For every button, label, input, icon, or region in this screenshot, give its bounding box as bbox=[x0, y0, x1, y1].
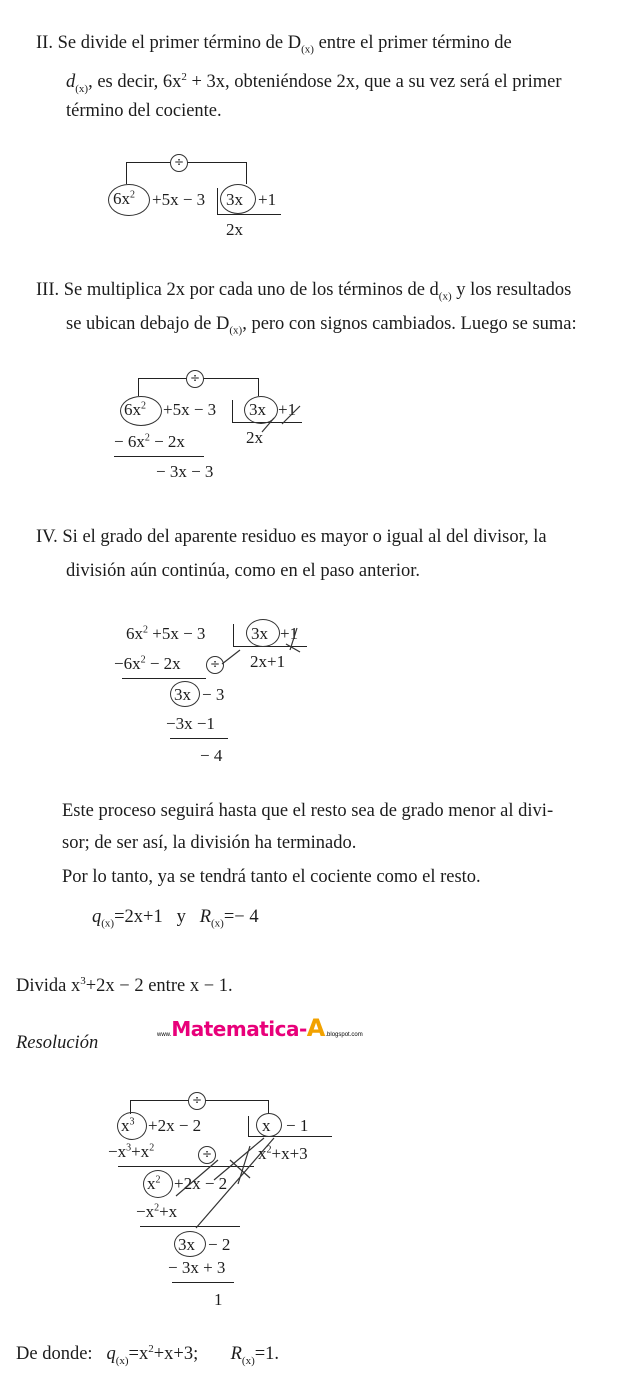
quotient-term: 2x+1 bbox=[250, 652, 286, 671]
divisor-term: 3x bbox=[251, 624, 268, 643]
step2-label: II. bbox=[36, 33, 53, 53]
step3-line2: se ubican debajo de $D_{(x)}$, pero con signos cambiados. Luego se suma: bbox=[66, 314, 577, 337]
division-operator-icon: ÷ bbox=[188, 1092, 206, 1110]
quotient-term: 2x bbox=[226, 220, 243, 239]
remainder: 1 bbox=[214, 1290, 223, 1309]
partial-rest-1: +2x − 2 bbox=[174, 1174, 228, 1193]
resolution-heading: Resolución bbox=[16, 1033, 99, 1053]
step2-line3: término del cociente. bbox=[66, 101, 222, 121]
subtraction-row-2: −3x −1 bbox=[166, 714, 215, 733]
subtraction-row: $-6x^2 - 2x$ bbox=[114, 654, 181, 673]
partial-rest-2: − 2 bbox=[208, 1235, 231, 1254]
step2-line2: $d_{(x)}$, es decir, $6x^2 + 3x$, obteniéndose 2x, que a su vez será el primer bbox=[66, 71, 562, 95]
partial-term-2: 3x bbox=[178, 1235, 195, 1254]
division-operator-icon: ÷ bbox=[170, 154, 188, 172]
quotient: $x^2+x+3$ bbox=[258, 1144, 308, 1163]
partial-term: 3x bbox=[174, 685, 191, 704]
site-logo: www.Matematica-A.blogspot.com bbox=[157, 1014, 363, 1042]
conclusion-line2: sor; de ser así, la división ha terminado. bbox=[62, 833, 357, 853]
divisor-term: x bbox=[262, 1116, 271, 1135]
example-prompt: Divida $x^3+2x - 2$ entre x − 1. bbox=[16, 975, 233, 997]
divisor-term: 3x bbox=[249, 400, 266, 419]
dividend-term: $6x^2$ bbox=[124, 400, 146, 419]
divisor-constant: − 1 bbox=[286, 1116, 309, 1135]
dividend-term: $6x^2$ bbox=[113, 189, 135, 208]
subtraction-row-1: $-x^3+x^2$ bbox=[108, 1142, 155, 1161]
conclusion-result: $q_{(x)}=2x+1$ y $R_{(x)}=- 4$ bbox=[92, 907, 259, 930]
subtraction-row: − $6x^2 - 2x$ bbox=[114, 432, 185, 451]
partial-term-1: $x^2$ bbox=[147, 1174, 161, 1193]
division-operator-icon-2: ÷ bbox=[198, 1146, 216, 1164]
subtraction-row-3: − 3x + 3 bbox=[168, 1258, 226, 1277]
step3-line1: III. Se multiplica 2x por cada uno de los términos de $d_{(x)}$ y los resultados bbox=[36, 280, 572, 303]
subtraction-row-2: $-x^2+x$ bbox=[136, 1202, 178, 1221]
step2-line1: Se divide el primer término de $D_{(x)}$ entre el primer término de bbox=[57, 33, 512, 56]
divisor-term: 3x bbox=[226, 190, 243, 209]
conclusion-line3: Por lo tanto, ya se tendrá tanto el cociente como el resto. bbox=[62, 867, 481, 887]
step4-line1: IV. Si el grado del aparente residuo es mayor o igual al del divisor, la bbox=[36, 527, 547, 547]
division-operator-icon: ÷ bbox=[186, 370, 204, 388]
divisor-constant: +1 bbox=[280, 624, 299, 643]
dividend-rest: +2x − 2 bbox=[148, 1116, 202, 1135]
dividend-term: $x^3$ bbox=[121, 1116, 135, 1135]
partial-result: − 3x − 3 bbox=[156, 462, 214, 481]
remainder: − 4 bbox=[200, 746, 223, 765]
divisor-constant: +1 bbox=[278, 400, 297, 419]
conclusion-line1: Este proceso seguirá hasta que el resto sea de grado menor al divi- bbox=[62, 801, 554, 821]
divisor-constant: +1 bbox=[258, 190, 277, 209]
quotient-term: 2x bbox=[246, 428, 263, 447]
division-operator-icon: ÷ bbox=[206, 656, 224, 674]
dividend-rest: +5x − 3 bbox=[152, 190, 206, 209]
step4-line2: división aún continúa, como en el paso anterior. bbox=[66, 561, 420, 581]
dividend-row: $6x^2 +5x - 3$ bbox=[126, 624, 206, 643]
dividend-rest: +5x − 3 bbox=[163, 400, 217, 419]
final-result: De donde: $q_{(x)}=x^2+x+3$; $R_{(x)}=1$. bbox=[16, 1343, 280, 1367]
partial-constant: − 3 bbox=[202, 685, 225, 704]
